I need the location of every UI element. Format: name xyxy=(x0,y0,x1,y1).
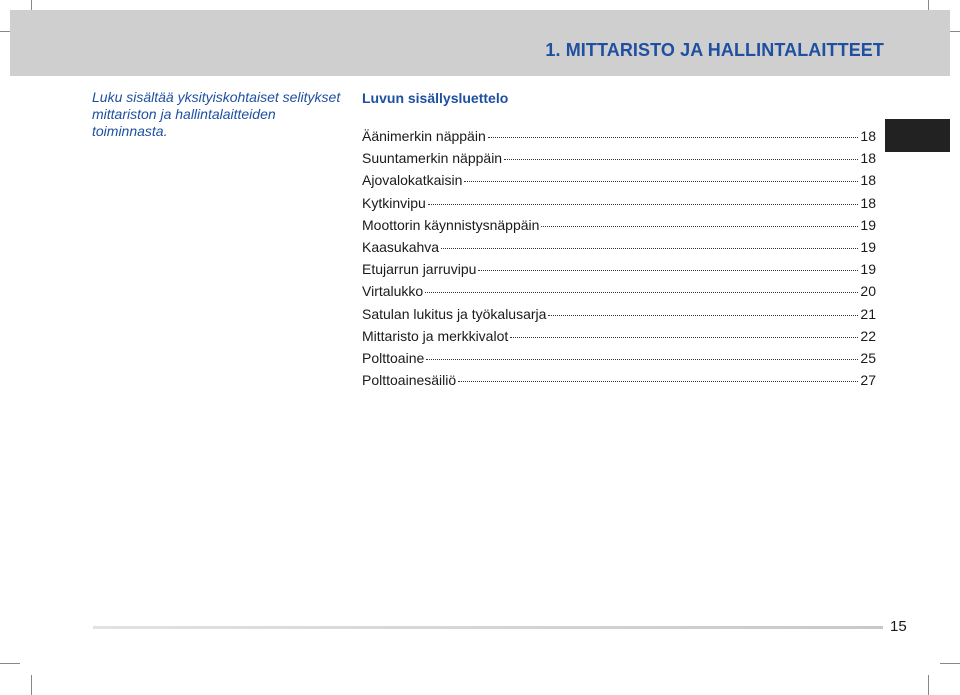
toc-entry-page: 22 xyxy=(860,327,876,344)
crop-mark-bottom-left-v xyxy=(31,675,32,695)
toc-entry[interactable] xyxy=(362,217,876,239)
toc-entry-page: 19 xyxy=(860,261,876,278)
toc-entry[interactable] xyxy=(362,261,876,283)
toc-heading: Luvun sisällysluettelo xyxy=(362,90,509,106)
toc-leader-dots xyxy=(541,226,858,227)
toc-entry[interactable] xyxy=(362,239,876,261)
toc-entry[interactable] xyxy=(362,128,876,150)
toc-leader-dots xyxy=(510,337,858,338)
chapter-tab-marker xyxy=(885,119,950,152)
toc-entry-page: 18 xyxy=(860,194,876,211)
toc-entry[interactable] xyxy=(362,150,876,172)
toc-entry-label: Polttoainesäiliö xyxy=(362,372,457,389)
toc-entry-label: Satulan lukitus ja työkalusarja xyxy=(362,305,547,322)
toc-entry[interactable] xyxy=(362,328,876,350)
toc-entry-page: 18 xyxy=(860,150,876,167)
chapter-title: 1. MITTARISTO JA HALLINTALAITTEET xyxy=(545,40,884,60)
toc-entry-page: 18 xyxy=(860,172,876,189)
crop-mark-bottom-right-h xyxy=(940,663,960,664)
toc-leader-dots xyxy=(425,292,858,293)
toc-leader-dots xyxy=(428,204,859,205)
toc-entry-label: Suuntamerkin näppäin xyxy=(362,150,503,167)
crop-mark-bottom-left-h xyxy=(0,663,20,664)
toc-entry-page: 18 xyxy=(860,128,876,144)
toc-leader-dots xyxy=(441,248,858,249)
toc-leader-dots xyxy=(426,359,858,360)
toc-entry-label: Äänimerkin näppäin xyxy=(362,128,486,144)
toc-entry[interactable] xyxy=(362,195,876,217)
toc-leader-dots xyxy=(488,137,859,138)
toc-entry[interactable] xyxy=(362,283,876,305)
crop-mark-bottom-right-v xyxy=(928,675,929,695)
toc-entry[interactable] xyxy=(362,172,876,194)
toc-entry[interactable] xyxy=(362,372,876,394)
toc-entry-label: Kytkinvipu xyxy=(362,194,426,211)
toc-entry-page: 21 xyxy=(860,305,876,322)
toc-entry-page: 20 xyxy=(860,283,876,300)
toc-entry-label: Mittaristo ja merkkivalot xyxy=(362,327,509,344)
toc-entry-label: Moottorin käynnistysnäppäin xyxy=(362,216,540,233)
toc-entry[interactable] xyxy=(362,306,876,328)
toc-list xyxy=(362,128,876,394)
toc-leader-dots xyxy=(504,159,858,160)
toc-leader-dots xyxy=(478,270,858,271)
toc-entry-page: 19 xyxy=(860,216,876,233)
page-number: 15 xyxy=(890,618,907,635)
toc-entry-label: Polttoaine xyxy=(362,349,425,366)
chapter-intro-text: Luku sisältää yksityiskohtaiset selitykset mittariston ja hallintalaitteiden toiminnasta. xyxy=(92,89,341,139)
toc-entry-label: Kaasukahva xyxy=(362,238,440,255)
toc-leader-dots xyxy=(464,181,858,182)
toc-entry-label: Virtalukko xyxy=(362,283,424,300)
toc-entry-label: Etujarrun jarruvipu xyxy=(362,261,477,278)
toc-entry[interactable] xyxy=(362,350,876,372)
toc-entry-page: 25 xyxy=(860,349,876,366)
toc-entry-page: 27 xyxy=(860,372,876,389)
toc-leader-dots xyxy=(548,315,858,316)
footer-rule xyxy=(93,626,883,629)
toc-leader-dots xyxy=(458,381,858,382)
toc-entry-page: 19 xyxy=(860,238,876,255)
toc-entry-label: Ajovalokatkaisin xyxy=(362,172,463,189)
